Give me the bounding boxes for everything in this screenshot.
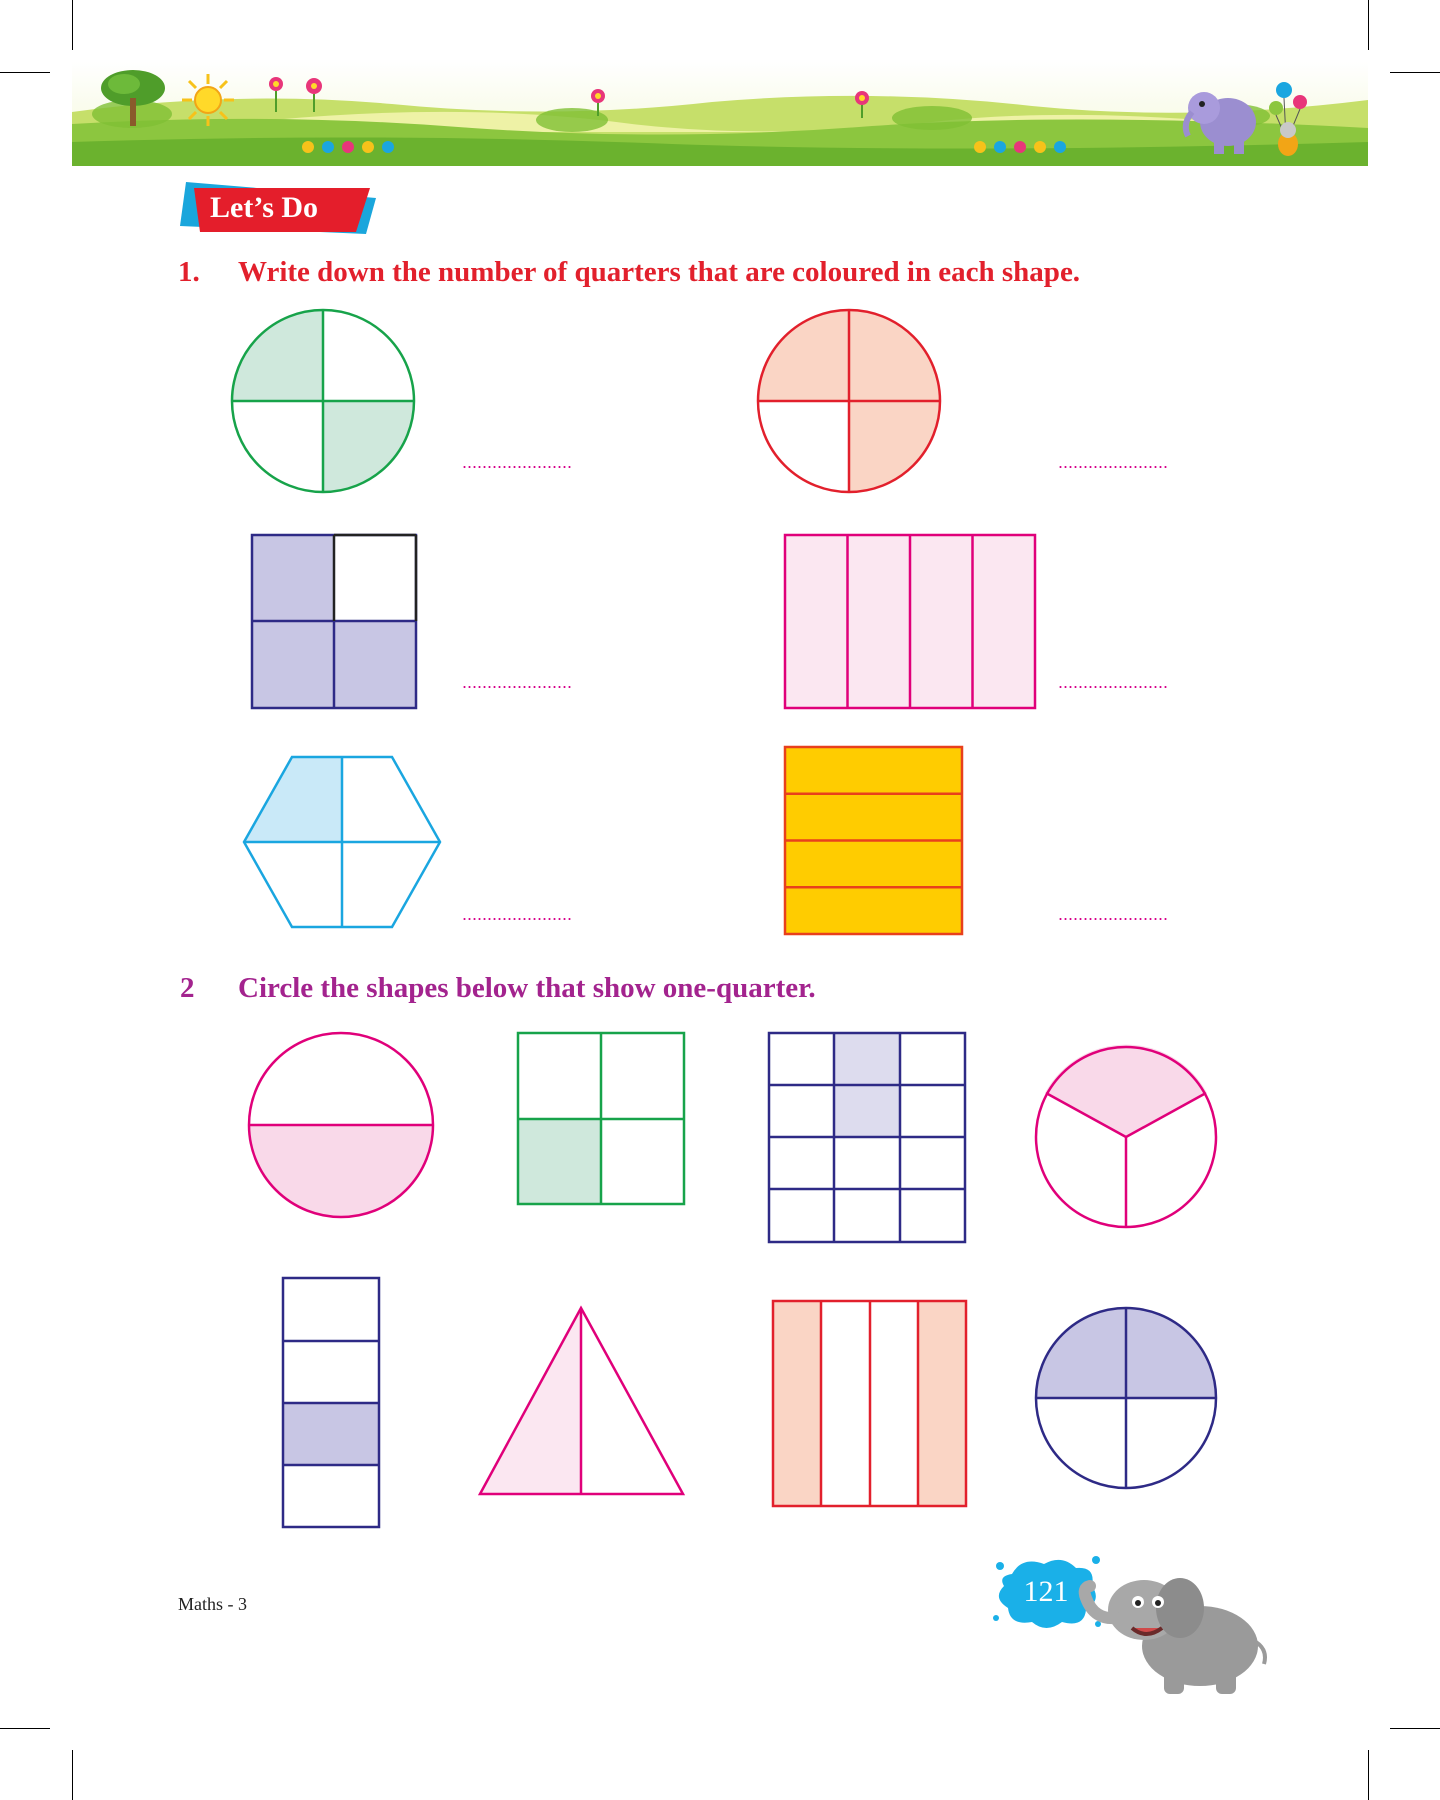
crop-mark xyxy=(1390,72,1440,73)
elephant-with-balloons-icon xyxy=(1180,78,1320,160)
quarter-circle-green xyxy=(230,308,416,494)
question-1-text: Write down the number of quarters that are coloured in each shape. xyxy=(238,256,1081,288)
flower-icon xyxy=(300,138,410,156)
crop-mark xyxy=(72,0,73,50)
grid-twelve-navy[interactable] xyxy=(768,1032,966,1244)
crop-mark xyxy=(0,72,50,73)
sun-icon xyxy=(180,72,236,128)
flower-icon xyxy=(972,138,1082,156)
crop-mark xyxy=(1368,0,1369,50)
quarter-hexagon-cyan xyxy=(242,755,442,929)
quarter-square-navy xyxy=(251,534,417,710)
question-1-number: 1. xyxy=(178,256,200,288)
crop-mark xyxy=(0,1728,50,1729)
flower-icon xyxy=(850,90,874,118)
half-circle-pink[interactable] xyxy=(247,1031,435,1219)
half-triangle-pink[interactable] xyxy=(478,1306,686,1498)
third-circle-pink[interactable] xyxy=(1034,1045,1218,1229)
tree-icon xyxy=(98,68,168,128)
answer-blank[interactable]: ...................... xyxy=(462,672,573,692)
answer-blank[interactable]: ...................... xyxy=(462,452,573,472)
flower-icon xyxy=(586,88,610,116)
answer-blank[interactable]: ...................... xyxy=(462,904,573,924)
quarter-rectangle-pink xyxy=(784,534,1036,710)
flower-icon xyxy=(262,74,332,114)
lets-do-label: Let’s Do xyxy=(210,191,319,224)
quarter-rectangle-yellow xyxy=(784,746,964,936)
quarter-square-green[interactable] xyxy=(517,1032,685,1206)
crop-mark xyxy=(1368,1750,1369,1800)
elephant-icon xyxy=(1080,1568,1270,1698)
crop-mark xyxy=(1390,1728,1440,1729)
quarter-circle-red xyxy=(756,308,942,494)
page-number: 121 xyxy=(1023,1575,1069,1608)
answer-blank[interactable]: ...................... xyxy=(1058,904,1169,924)
answer-blank[interactable]: ...................... xyxy=(1058,452,1169,472)
half-strips-peach[interactable] xyxy=(772,1300,968,1508)
question-2-number: 2 xyxy=(180,972,195,1004)
half-circle-navy[interactable] xyxy=(1034,1306,1218,1490)
answer-blank[interactable]: ...................... xyxy=(1058,672,1169,692)
footer-book-title: Maths - 3 xyxy=(178,1594,247,1614)
quarter-strip-navy[interactable] xyxy=(282,1277,380,1529)
crop-mark xyxy=(72,1750,73,1800)
question-2-text: Circle the shapes below that show one-quarter. xyxy=(238,972,816,1004)
